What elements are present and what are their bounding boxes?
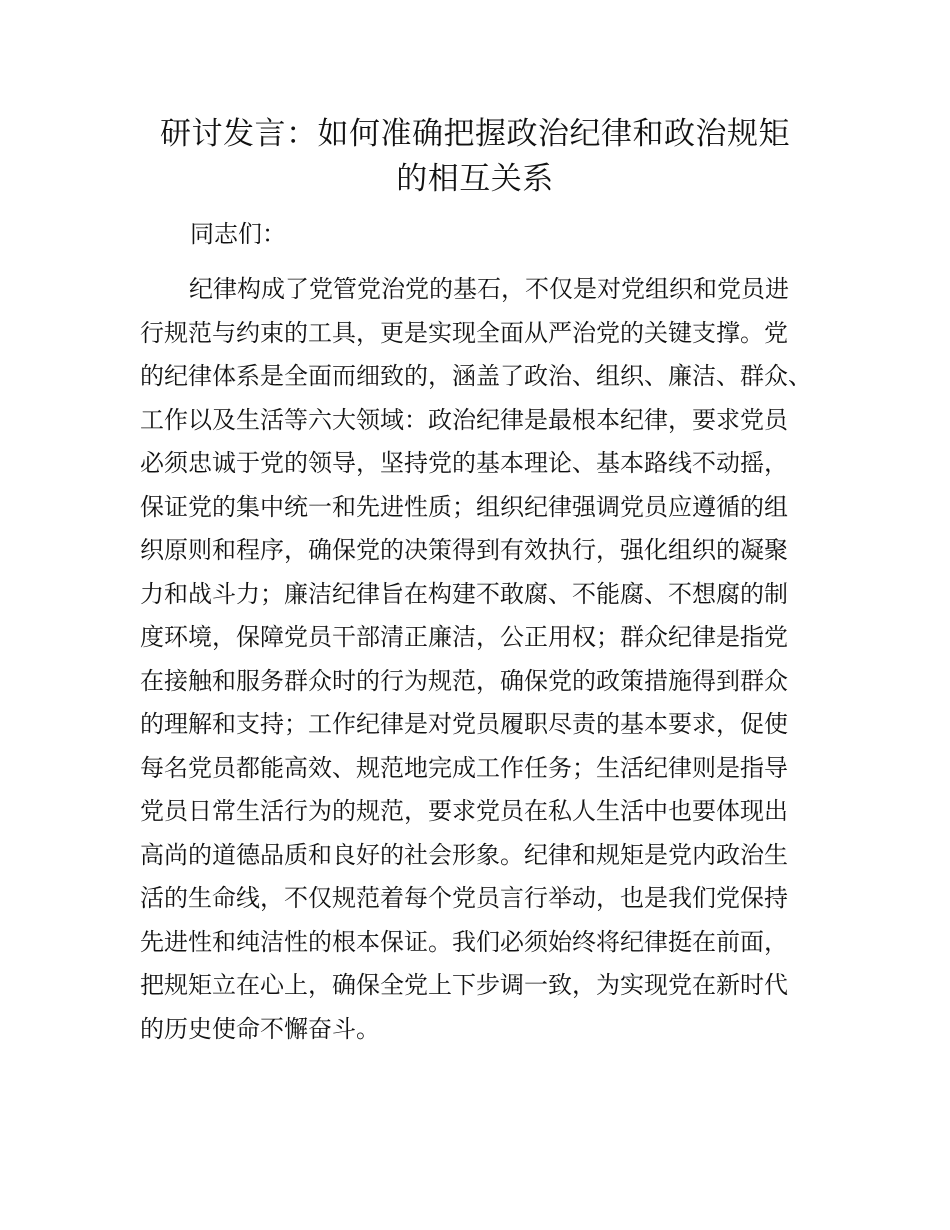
paragraph-line: 把规矩立在心上，确保全党上下步调一致，为实现党在新时代	[140, 971, 788, 999]
salutation: 同志们：	[190, 220, 286, 248]
paragraph-line: 保证党的集中统一和先进性质；组织纪律强调党员应遵循的组	[140, 492, 788, 521]
paragraph-line: 行规范与约束的工具，更是实现全面从严治党的关键支撑。党	[140, 318, 788, 347]
paragraph-line: 工作以及生活等六大领域：政治纪律是最根本纪律，要求党员	[140, 405, 788, 434]
paragraph-line: 先进性和纯洁性的根本保证。我们必须始终将纪律挺在前面，	[140, 927, 788, 956]
paragraph-line: 每名党员都能高效、规范地完成工作任务；生活纪律则是指导	[140, 753, 788, 782]
paragraph-line: 的理解和支持；工作纪律是对党员履职尽责的基本要求，促使	[140, 710, 788, 738]
paragraph-line: 力和战斗力；廉洁纪律旨在构建不敢腐、不能腐、不想腐的制	[140, 579, 788, 608]
paragraph-line: 活的生命线，不仅规范着每个党员言行举动，也是我们党保持	[140, 884, 788, 912]
body-paragraph	[140, 268, 830, 1051]
paragraph-line: 在接触和服务群众时的行为规范，确保党的政策措施得到群众	[140, 666, 788, 695]
paragraph-line: 度环境，保障党员干部清正廉洁，公正用权；群众纪律是指党	[140, 623, 788, 651]
paragraph-line: 的历史使命不懈奋斗。	[140, 1014, 380, 1043]
title-line-2: 的相互关系	[396, 161, 554, 197]
paragraph-line: 高尚的道德品质和良好的社会形象。纪律和规矩是党内政治生	[140, 840, 788, 869]
paragraph-line: 织原则和程序，确保党的决策得到有效执行，强化组织的凝聚	[140, 536, 788, 564]
title-line-1: 研讨发言：如何准确把握政治纪律和政治规矩	[160, 116, 790, 152]
paragraph-line: 党员日常生活行为的规范，要求党员在私人生活中也要体现出	[140, 797, 788, 825]
page-title	[120, 112, 830, 202]
paragraph-line: 必须忠诚于党的领导，坚持党的基本理论、基本路线不动摇，	[140, 449, 788, 477]
paragraph-line: 的纪律体系是全面而细致的，涵盖了政治、组织、廉洁、群众、	[140, 362, 812, 390]
paragraph-line: 纪律构成了党管党治党的基石，不仅是对党组织和党员进	[189, 275, 789, 303]
